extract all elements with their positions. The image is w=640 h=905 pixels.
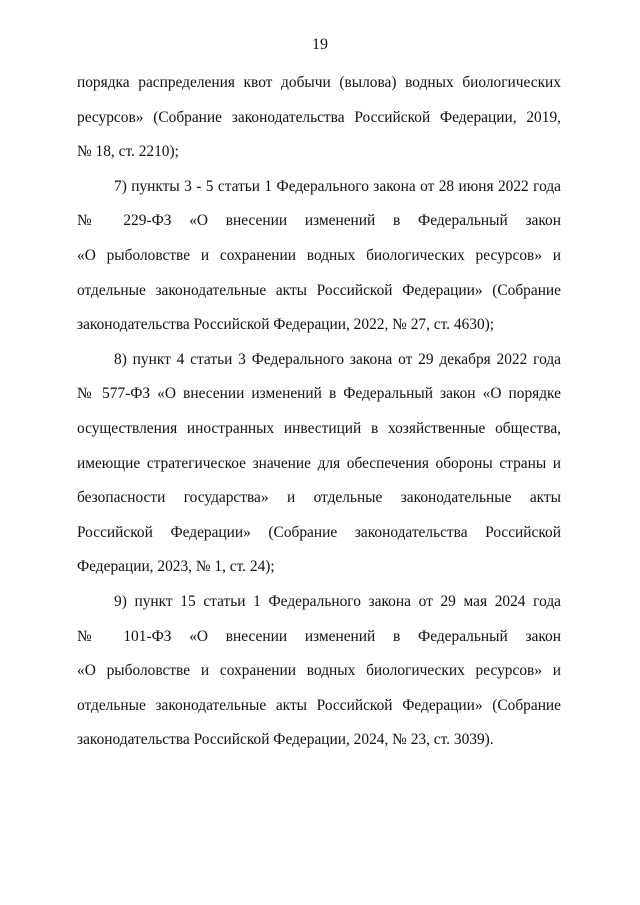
text-line: «О рыболовстве и сохранении водных биологических ресурсов» и bbox=[77, 246, 561, 264]
paragraph-continuation bbox=[77, 66, 561, 170]
text-line: законодательства Российской Федерации, 2024, № 23, ст. 3039). bbox=[77, 731, 494, 749]
text-line: осуществления иностранных инвестиций в хозяйственные общества, bbox=[77, 419, 561, 437]
text-line: отдельные законодательные акты Российской Федерации» (Собрание bbox=[77, 281, 561, 299]
text-line: 8) пункт 4 статьи 3 Федерального закона от 29 декабря 2022 года bbox=[114, 350, 561, 368]
document-body bbox=[77, 66, 561, 758]
list-item-7 bbox=[77, 170, 561, 343]
page-number: 19 bbox=[312, 36, 328, 53]
text-line: безопасности государства» и отдельные законодательные акты bbox=[77, 489, 561, 507]
text-line: № 229-ФЗ «О внесении изменений в Федеральный закон bbox=[77, 212, 561, 230]
text-line: отдельные законодательные акты Российской Федерации» (Собрание bbox=[77, 696, 561, 714]
text-line: ресурсов» (Собрание законодательства Российской Федерации, 2019, bbox=[77, 108, 561, 126]
text-line: 7) пункты 3 - 5 статьи 1 Федерального закона от 28 июня 2022 года bbox=[114, 177, 561, 195]
text-line: «О рыболовстве и сохранении водных биологических ресурсов» и bbox=[77, 662, 561, 680]
text-line: Российской Федерации» (Собрание законодательства Российской bbox=[77, 523, 561, 541]
text-line: № 101-ФЗ «О внесении изменений в Федеральный закон bbox=[77, 627, 561, 645]
list-item-9 bbox=[77, 585, 561, 758]
text-line: № 577-ФЗ «О внесении изменений в Федеральный закон «О порядке bbox=[77, 385, 561, 403]
text-line: порядка распределения квот добычи (вылова) водных биологических bbox=[77, 74, 561, 91]
list-item-8 bbox=[77, 343, 561, 585]
text-line: законодательства Российской Федерации, 2022, № 27, ст. 4630); bbox=[77, 316, 495, 334]
text-line: имеющие стратегическое значение для обеспечения обороны страны и bbox=[77, 454, 561, 472]
text-line: № 18, ст. 2210); bbox=[77, 143, 179, 161]
text-line: Федерации, 2023, № 1, ст. 24); bbox=[77, 558, 275, 576]
text-line: 9) пункт 15 статьи 1 Федерального закона от 29 мая 2024 года bbox=[114, 592, 561, 610]
